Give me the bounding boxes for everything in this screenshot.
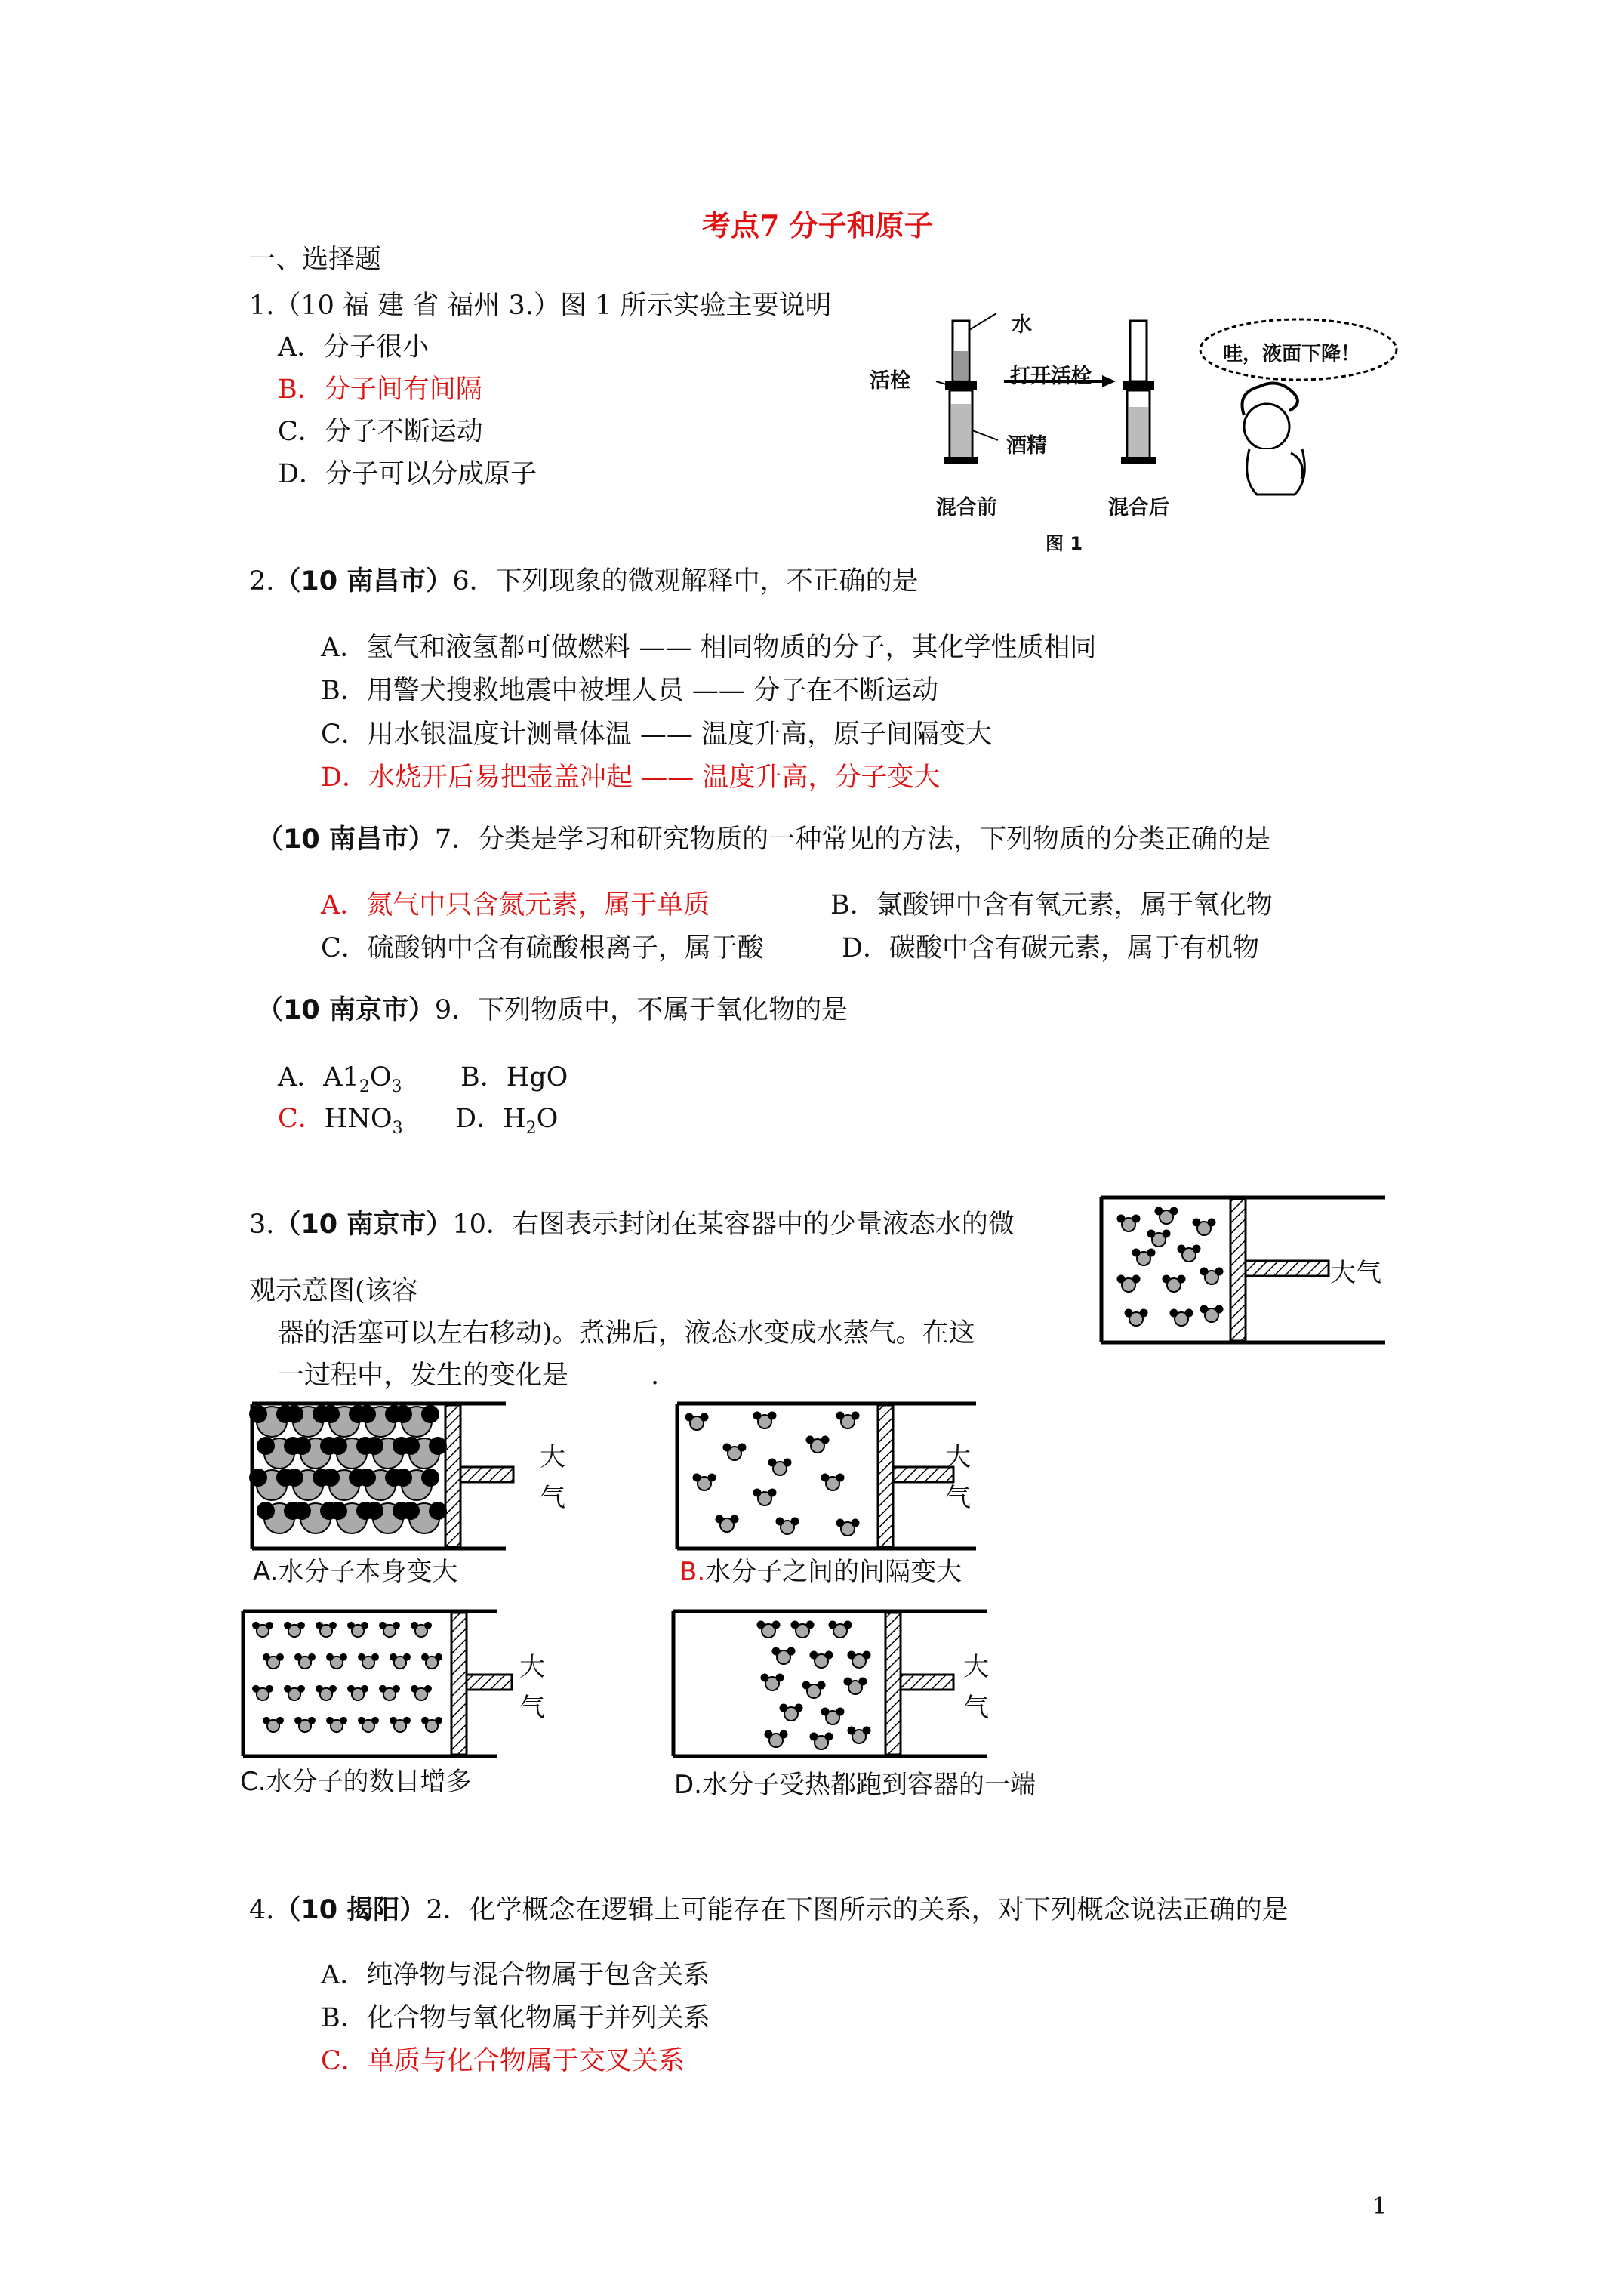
stand-base-after [1121, 457, 1156, 464]
option-c-atm-1: 大 [519, 1652, 545, 1682]
piston-rod [901, 1675, 953, 1690]
question-2c-stem [257, 994, 848, 1027]
question-1-option-c: C．分子不断运动 [278, 417, 483, 447]
mixture-column-after [1129, 407, 1148, 457]
question-2-option-d: D．水烧开后易把壶盖冲起 —— 温度升高，分子变大 [321, 763, 941, 793]
question-2c-option-a: A．$A1_2O_3$ [278, 1062, 402, 1096]
question-3-option-a: A.水分子本身变大 [253, 1557, 458, 1587]
option-d-atm-1: 大 [963, 1652, 989, 1682]
water-column-before [954, 351, 968, 380]
question-4-stem: 4.（10 揭阳）2．化学概念在逻辑上可能存在下图所示的关系，对下列概念说法正确的是 [249, 1895, 1289, 1925]
question-1-stem: 1.（10 福 建 省 福州 3.）图 1 所示实验主要说明 [249, 291, 832, 321]
page-title: 考点7 分子和原子 [702, 208, 933, 242]
question-1-option-a: A．分子很小 [278, 332, 430, 362]
question-2-stem [249, 565, 919, 598]
piston-rod [893, 1467, 953, 1482]
stopcock-after [1123, 381, 1154, 390]
label-after-mixing: 混合后 [1108, 496, 1169, 519]
option-c-figure [240, 1608, 497, 1759]
label-stopcock: 活栓 [870, 369, 910, 393]
section-heading: 一、选择题 [249, 245, 382, 275]
option-b-figure [674, 1401, 976, 1552]
child-face-icon [1244, 404, 1289, 449]
question-3-option-c: C.水分子的数目增多 [240, 1767, 472, 1797]
option-b-atm-1: 大 [945, 1442, 971, 1472]
alcohol-column-before [951, 404, 971, 457]
question-3-stem-line-1: 3.（10 南京市）10．右图表示封闭在某容器中的少量液态水的微 [249, 1210, 1015, 1240]
question-3-stem-line-3: 器的活塞可以左右移动)。煮沸后，液态水变成水蒸气。在这 [278, 1318, 975, 1348]
question-2b-option-c: C．硫酸钠中含有硫酸根离子，属于酸 [321, 933, 764, 963]
question-3-stem-line-4: 一过程中，发生的变化是 [278, 1361, 569, 1391]
question-2b-option-a: A．氮气中只含氮元素，属于单质 [321, 890, 710, 920]
stand-base-before [944, 457, 978, 464]
question-2-option-b: B．用警犬搜救地震中被埋人员 —— 分子在不断运动 [321, 676, 938, 706]
option-a-figure [249, 1401, 506, 1552]
question-3-option-d: D.水分子受热都跑到容器的一端 [674, 1770, 1036, 1800]
piston [451, 1613, 467, 1755]
question-4-option-a: A．纯净物与混合物属于包含关系 [321, 1960, 710, 1990]
atmosphere-label-main: 大气 [1330, 1258, 1381, 1288]
upper-tube-after [1130, 321, 1147, 381]
label-open-stopcock: 打开活栓 [1010, 365, 1092, 388]
question-2c-option-c: C．$HNO_3$ [278, 1104, 403, 1138]
question-2-source: （10 南昌市） [274, 566, 453, 596]
question-2b-text: 7．分类是学习和研究物质的一种常见的方法，下列物质的分类正确的是 [434, 824, 1271, 855]
question-2-option-a: A．氢气和液氢都可做燃料 —— 相同物质的分子，其化学性质相同 [321, 633, 1097, 663]
piston [1230, 1199, 1246, 1341]
question-3-trailing-dot: . [651, 1361, 660, 1391]
question-2c-option-b: B．HgO [460, 1062, 568, 1093]
question-2-text: 6．下列现象的微观解释中，不正确的是 [452, 566, 919, 596]
question-3-option-b: B.水分子之间的间隔变大 [679, 1557, 962, 1587]
option-d-figure [670, 1608, 972, 1759]
page-number: 1 [1372, 2193, 1387, 2220]
piston [885, 1613, 901, 1755]
piston [445, 1405, 460, 1547]
question-2b-option-d: D．碳酸中含有碳元素，属于有机物 [842, 933, 1260, 963]
question-2c-source: （10 南京市） [257, 995, 435, 1025]
label-alcohol: 酒精 [1006, 434, 1047, 458]
question-4-option-b: B．化合物与氧化物属于并列关系 [321, 2003, 710, 2033]
question-2-option-c: C．用水银温度计测量体温 —— 温度升高，原子间隔变大 [321, 720, 993, 750]
option-a-atm-1: 大 [540, 1442, 565, 1472]
question-2b-option-b: B．氯酸钾中含有氧元素，属于氧化物 [830, 890, 1273, 920]
question-2b-stem [257, 823, 1270, 856]
question-4-option-c: C．单质与化合物属于交叉关系 [321, 2046, 685, 2076]
piston-rod [460, 1467, 513, 1482]
question-2c-option-d: D．$H_2O$ [455, 1104, 559, 1138]
option-a-atm-2: 气 [540, 1483, 565, 1513]
figure-1-caption: 图 1 [1046, 533, 1083, 554]
label-before-mixing: 混合前 [936, 496, 997, 519]
speech-text: 哇，液面下降！ [1223, 343, 1361, 365]
option-d-atm-2: 气 [963, 1693, 989, 1723]
piston-rod [467, 1675, 512, 1690]
option-b-atm-2: 气 [945, 1483, 971, 1513]
question-3-stem-line-2: 观示意图(该容 [249, 1276, 418, 1306]
label-water: 水 [1012, 313, 1032, 337]
option-c-atm-2: 气 [519, 1693, 545, 1723]
piston-rod [1246, 1261, 1329, 1276]
question-1-option-d: D．分子可以分成原子 [278, 459, 537, 489]
question-2-number: 2. [249, 566, 275, 596]
question-1-option-b: B．分子间有间隔 [278, 374, 482, 405]
question-2b-source: （10 南昌市） [257, 824, 435, 855]
piston [878, 1405, 893, 1547]
question-2c-text: 9．下列物质中，不属于氧化物的是 [434, 995, 848, 1025]
